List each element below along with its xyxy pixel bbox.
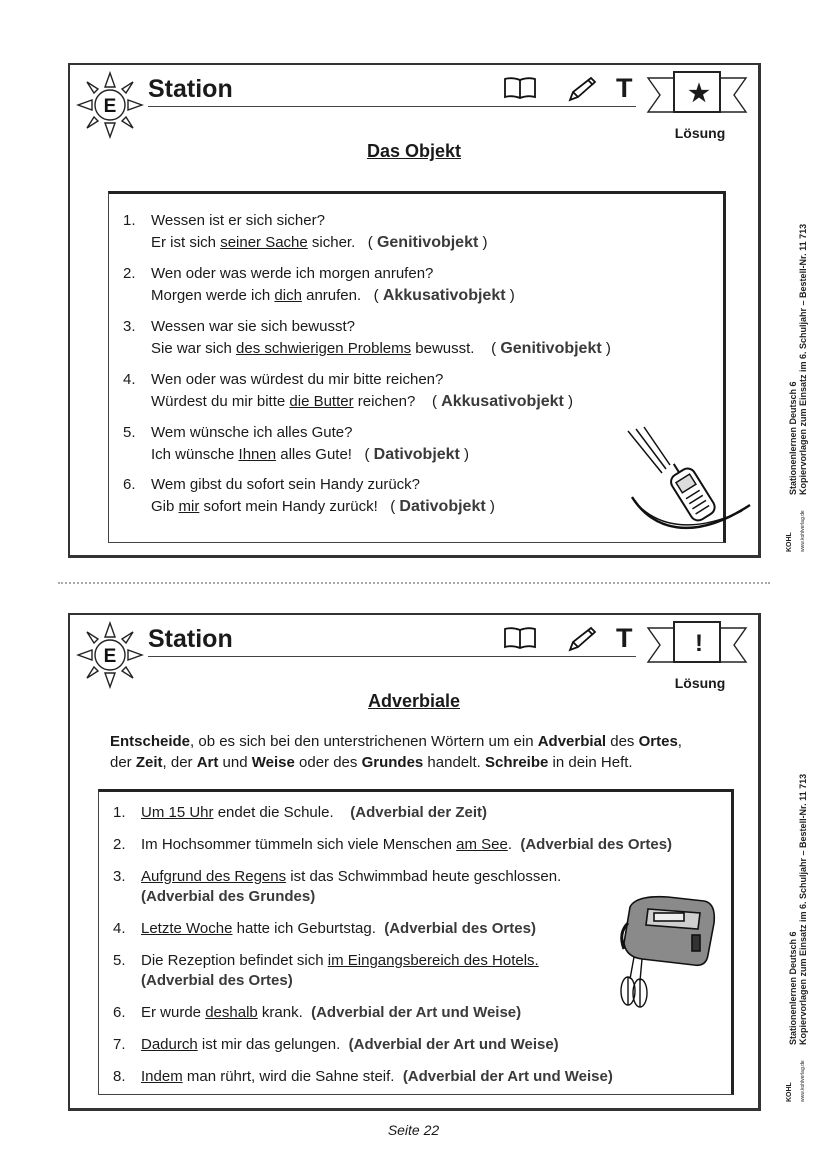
pencil-icon <box>564 75 598 103</box>
t-symbol: T <box>616 623 633 653</box>
underlined-word: mir <box>178 498 200 515</box>
underlined-word: Dadurch <box>141 1036 198 1053</box>
answer-text: (Adverbial der Art und Weise) <box>402 1068 613 1085</box>
star-icon: ★ <box>688 80 710 107</box>
underlined-word: die Butter <box>289 393 354 410</box>
question-text: Wessen war sie sich bewusst? <box>151 318 355 335</box>
underlined-word: am See <box>456 836 508 853</box>
answer-text: (Adverbial der Art und Weise) <box>311 1004 522 1021</box>
station-label: Station <box>148 75 233 103</box>
answer-text: (Adverbial des Ortes) <box>141 972 293 989</box>
question-text: Wen oder was werde ich morgen anrufen? <box>151 265 434 282</box>
svg-text:E: E <box>103 96 117 117</box>
underlined-word: Letzte Woche <box>141 920 233 937</box>
phone-illustration <box>622 425 754 543</box>
sun-e-icon <box>76 71 144 139</box>
kohl-logo: KOHL <box>786 532 793 552</box>
hand-mixer-illustration <box>608 893 720 1013</box>
station-label: Station <box>148 625 233 653</box>
t-symbol: T <box>616 73 633 103</box>
answer-text: Dativobjekt <box>373 446 460 463</box>
answer-text: (Adverbial der Zeit) <box>350 804 487 821</box>
answer-text: Genitivobjekt <box>376 234 479 251</box>
station-underline <box>148 656 636 657</box>
question-text: Wen oder was würdest du mir bitte reichen? <box>151 371 444 388</box>
answer-text: (Adverbial der Art und Weise) <box>348 1036 559 1053</box>
underlined-word: Indem <box>141 1068 183 1085</box>
underlined-word: Um 15 Uhr <box>141 804 214 821</box>
sun-e-icon <box>76 621 144 689</box>
answer-text: Dativobjekt <box>399 498 486 515</box>
answer-text: Akkusativobjekt <box>441 393 564 410</box>
instruction-text: Entscheide, ob es sich bei den unterstrichenen Wörtern um ein Adverbial des Ortes, der Zeit, der Art und Weise oder des Grundes handelt. Schreibe in dein Heft. <box>110 733 682 771</box>
question-text: Wem gibst du sofort sein Handy zurück? <box>151 476 421 493</box>
kohl-logo: KOHL <box>786 1082 793 1102</box>
publisher-side-info: Stationenlernen Deutsch 6 Kopiervorlagen zum Einsatz im 6. Schuljahr – Bestell-Nr. 11 713 KOHL www.kohlverlag.de <box>786 223 808 552</box>
underlined-word: deshalb <box>205 1004 258 1021</box>
question-text: Wessen ist er sich sicher? <box>151 212 325 229</box>
exclamation-icon: ! <box>695 630 703 657</box>
answer-text: Akkusativobjekt <box>382 287 506 304</box>
station-card-objekt <box>68 63 761 558</box>
underlined-word: im Eingangsbereich des Hotels. <box>327 952 539 969</box>
loesung-label: Lösung <box>674 125 726 141</box>
question-text: Wem wünsche ich alles Gute? <box>151 424 353 441</box>
answer-box: 1. Um 15 Uhr endet die Schule. (Adverbial der Zeit) 2. Im Hochsommer tümmeln sich viele Menschen am See. (Adverbial des Ortes) 3. Aufgrund des Regens ist das Schwimmbad heute geschlossen. (Adverbial des Grundes) 4. Letzte Woche hatte ich Geburtstag. (Adverbial des Ortes) 5. Die Rezeption befindet sich im Eingangsbereich des Hotels. (Adverbial des Ortes) 6. Er wurde deshalb krank. (Adverbial der Art und Weise) 7. Dadurch ist mir das gelungen. (Adverbial der Art und Weise) 8. Indem man rührt, wird die Sahne steif. (Adverbial der Art und Weise) <box>98 789 734 1095</box>
underlined-word: des schwierigen Problems <box>236 340 412 357</box>
answer-text: (Adverbial des Ortes) <box>520 836 673 853</box>
underlined-word: Aufgrund des Regens <box>141 868 287 885</box>
pencil-icon <box>564 625 598 653</box>
answer-box: 1. Wessen ist er sich sicher? Er ist sich seiner Sache sicher. ( Genitivobjekt ) 2. Wen oder was werde ich morgen anrufen? Morgen werde ich dich anrufen. ( Akkusativobjekt ) 3. Wessen war sie sich bewusst? Sie war sich des schwierigen Problems bewusst. ( Genitivobjekt ) 4. Wen oder was würdest du mir bitte reichen? Würdest du mir bitte die Butter reichen? ( Akkusativobjekt ) 5. Wem wünsche ich alles Gute? Ich wünsche Ihnen alles Gute! ( Dativobjekt ) 6. Wem gibst du sofort sein Handy zurück? Gib mir sofort mein Handy zurück! ( Dativobjekt ) <box>108 191 726 543</box>
page-number: Seite 22 <box>387 1122 440 1138</box>
publisher-side-info: Stationenlernen Deutsch 6 Kopiervorlagen zum Einsatz im 6. Schuljahr – Bestell-Nr. 11 713 KOHL www.kohlverlag.de <box>786 773 808 1102</box>
station-card-adverbiale <box>68 613 761 1111</box>
loesung-label: Lösung <box>674 675 726 691</box>
station-underline <box>148 106 636 107</box>
answer-text: Genitivobjekt <box>500 340 602 357</box>
book-icon <box>503 626 537 650</box>
book-icon <box>503 76 537 100</box>
svg-text:E: E <box>103 646 117 667</box>
card-title: Das Objekt <box>366 141 462 161</box>
answer-text: (Adverbial des Grundes) <box>141 888 316 905</box>
answer-text: (Adverbial des Ortes) <box>384 920 536 937</box>
underlined-word: seiner Sache <box>220 234 308 251</box>
dotted-separator <box>58 582 770 584</box>
underlined-word: Ihnen <box>238 446 277 463</box>
card-title: Adverbiale <box>367 691 461 711</box>
underlined-word: dich <box>274 287 302 304</box>
